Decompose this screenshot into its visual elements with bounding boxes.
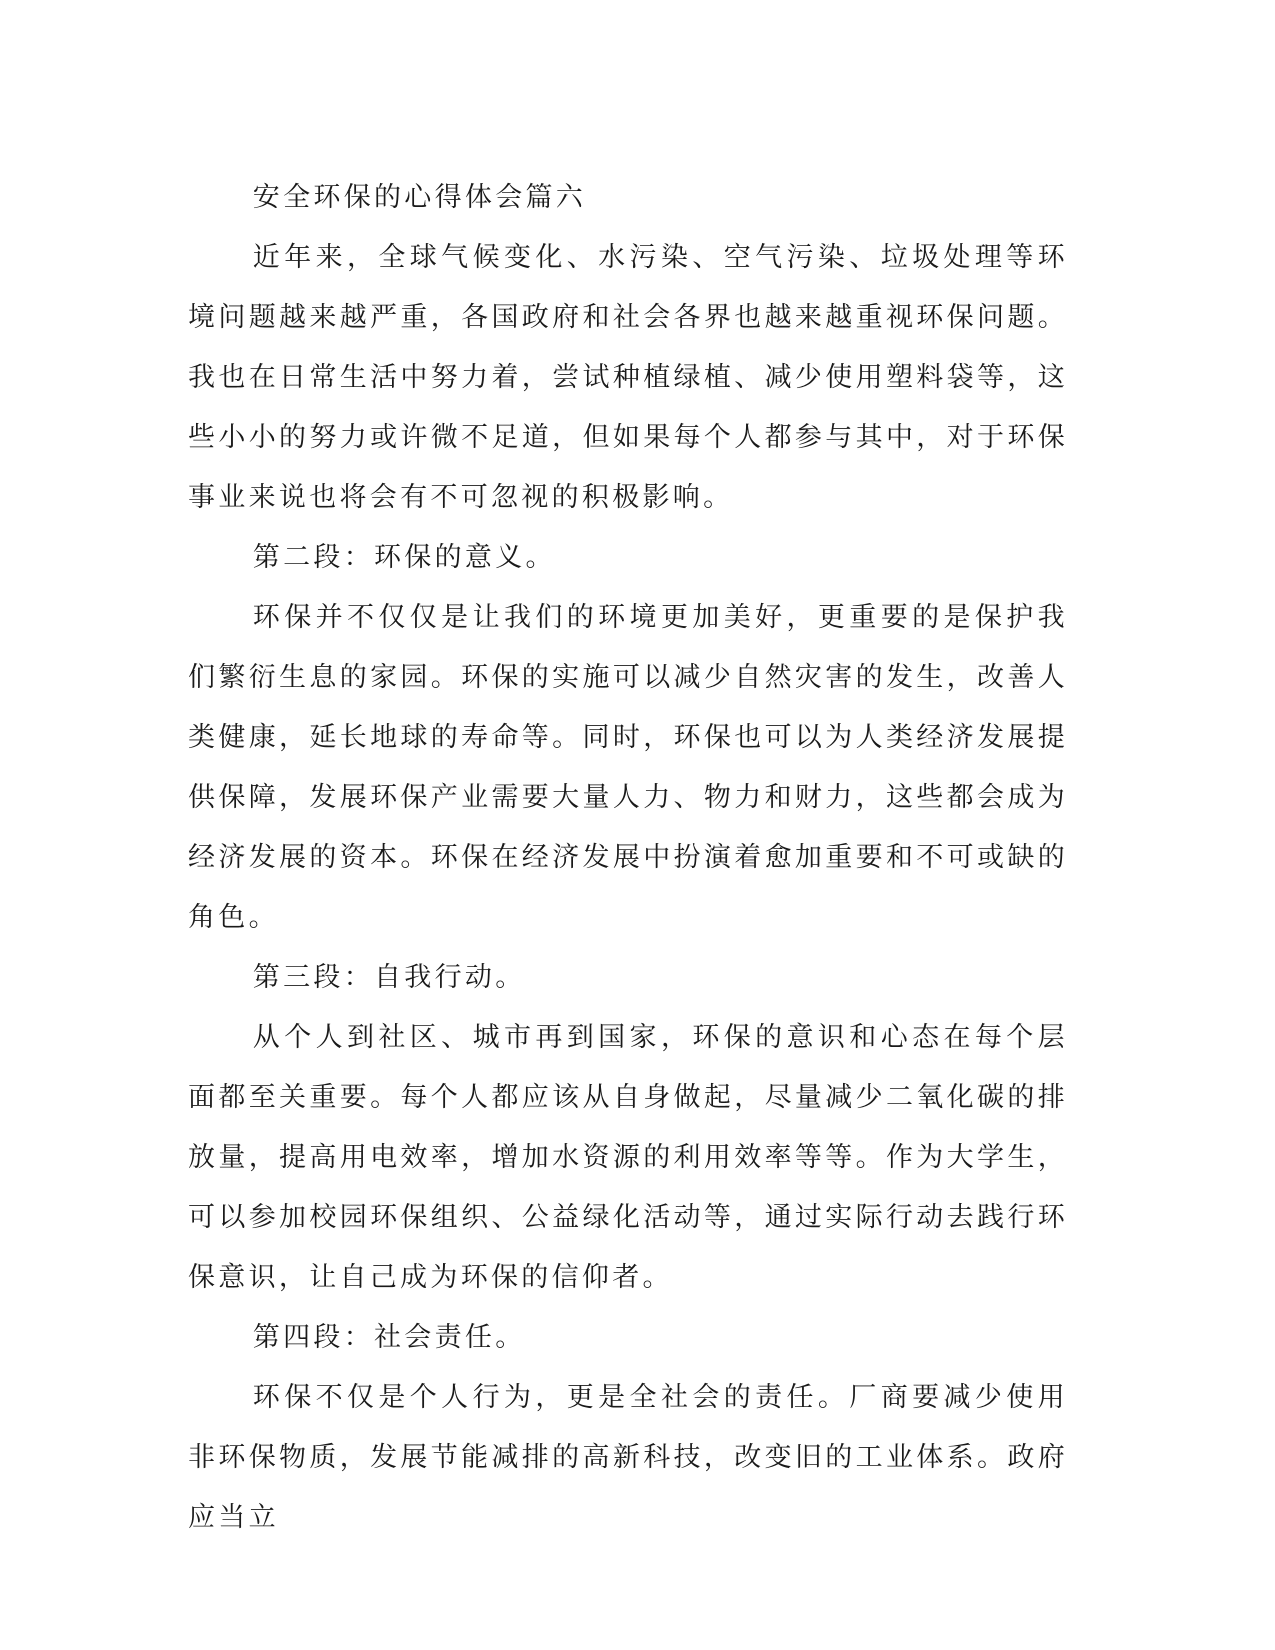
- paragraph-meaning: 环保并不仅仅是让我们的环境更加美好，更重要的是保护我们繁衍生息的家园。环保的实施可以减少自然灾害的发生，改善人类健康，延长地球的寿命等。同时，环保也可以为人类经济发展提供保障，发展环保产业需要大量人力、物力和财力，这些都会成为经济发展的资本。环保在经济发展中扮演着愈加重要和不可或缺的角色。: [188, 602, 1068, 933]
- paragraph-intro: 近年来，全球气候变化、水污染、空气污染、垃圾处理等环境问题越来越严重，各国政府和社会各界也越来越重视环保问题。我也在日常生活中努力着，尝试种植绿植、减少使用塑料袋等，这些小小的努力或许微不足道，但如果每个人都参与其中，对于环保事业来说也将会有不可忽视的积极影响。: [188, 242, 1068, 513]
- paragraph-social-responsibility: 环保不仅是个人行为，更是全社会的责任。厂商要减少使用非环保物质，发展节能减排的高新科技，改变旧的工业体系。政府应当立: [188, 1382, 1068, 1533]
- section-heading-2: 第二段：环保的意义。: [252, 542, 556, 573]
- section-heading-4: 第四段：社会责任。: [252, 1322, 526, 1353]
- paragraph-self-action: 从个人到社区、城市再到国家，环保的意识和心态在每个层面都至关重要。每个人都应该从自身做起，尽量减少二氧化碳的排放量，提高用电效率，增加水资源的利用效率等等。作为大学生，可以参加校园环保组织、公益绿化活动等，通过实际行动去践行环保意识，让自己成为环保的信仰者。: [188, 1022, 1068, 1293]
- document-title: 安全环保的心得体会篇六: [252, 182, 587, 213]
- section-heading-3: 第三段：自我行动。: [252, 962, 526, 993]
- document-body: [188, 168, 1068, 1548]
